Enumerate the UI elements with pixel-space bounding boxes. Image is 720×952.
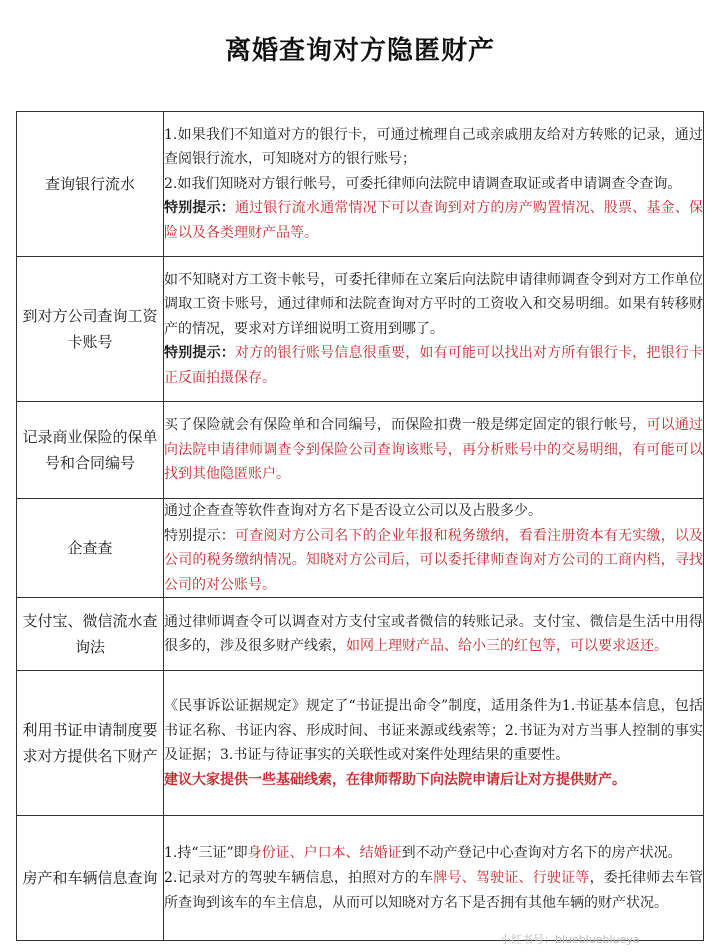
table-row: [17, 598, 704, 671]
content-text: 如不知晓对方工资卡帐号，可委托律师在立案后向法院申请律师调查令到对方工作单位调取工资卡账号，通过律师和法院查询对方平时的工资收入和交易明细。如果有转移财产的情况，要求对方详细说明工资用到哪了。: [164, 271, 703, 337]
content-text: [164, 610, 703, 659]
content-plain: 通过律师调查令可以调查对方支付宝或者微信的转账记录。支付宝、微信是生活中用得很多的，涉及很多财产线索，: [164, 613, 703, 655]
table-row: [17, 671, 704, 816]
row-label: 支付宝、微信流水查询法: [17, 598, 164, 671]
content-plain: 买了保险就会有保险单和合同编号，而保险扣费一般是绑定固定的银行帐号，: [164, 417, 647, 434]
highlight-text: 身份证、户口本、结婚证: [247, 845, 402, 862]
row-content: [164, 598, 704, 671]
highlight-text: 可以通过向法院申请律师调查令到保险公司查询该账号，再分析账号中的交易明细，有可能可以找到其他隐匿账户。: [164, 417, 704, 483]
content-plain: 1.持“三证”即: [164, 845, 248, 862]
row-content: [164, 112, 704, 257]
tip-label: 特别提示：: [164, 345, 235, 362]
row-label: 记录商业保险的保单号和合同编号: [17, 402, 164, 499]
tip-label: 特别提示：: [164, 200, 235, 217]
tip-label: 特别提示：: [164, 527, 235, 544]
row-label: 房产和车辆信息查询: [17, 816, 164, 941]
watermark: 小红书号：blueblueblueya: [500, 933, 640, 946]
table-row: [17, 402, 704, 499]
table-row: [17, 257, 704, 402]
content-text: 1.如果我们不知道对方的银行卡，可通过梳理自己或亲戚朋友给对方转账的记录，通过查阅银行流水，可知晓对方的银行账号；: [164, 126, 703, 168]
row-label: 企查查: [17, 499, 164, 598]
content-text: [164, 413, 703, 487]
content-plain: ，委托律师去车管所查询到该车的车主信息，从而可以知晓对方名下是否拥有其他车辆的财产状况。: [164, 870, 704, 911]
table-row: [17, 816, 704, 941]
content-text: 2.如我们知晓对方银行帐号，可委托律师向法院申请调查取证或者申请调查令查询。: [164, 175, 682, 192]
info-table: [16, 111, 704, 941]
row-content: [164, 402, 704, 499]
highlight-text: 可查阅对方公司名下的企业年报和税务缴纳，看看注册资本有无实缴，以及公司的税务缴纳情况。知晓对方公司后，可以委托律师查询对方公司的工商内档，寻找公司的对公账号。: [164, 527, 704, 593]
table-row: [17, 499, 704, 598]
content-plain: 到不动产登记中心查询对方名下的房产状况。: [401, 845, 682, 862]
row-label: 查询银行流水: [17, 112, 164, 257]
highlight-text: 通过银行流水通常情况下可以查询到对方的房产购置情况、股票、基金、保险以及各类理财产品等。: [164, 200, 704, 241]
page-title: 离婚查询对方隐匿财产: [224, 36, 495, 66]
highlight-text: 对方的银行账号信息很重要，如有可能可以找出对方所有银行卡，把银行卡正反面拍摄保存。: [164, 345, 704, 386]
highlight-text: 建议大家提供一些基础线索，在律师帮助下向法院申请后让对方提供财产。: [164, 771, 626, 788]
highlight-text: 牌号、驾驶证、行驶证等: [433, 870, 590, 887]
table-row: [17, 112, 704, 257]
tip-paragraph: [164, 524, 703, 598]
row-content: [164, 671, 704, 816]
tip-paragraph: [164, 341, 703, 390]
row-label: 到对方公司查询工资卡账号: [17, 257, 164, 402]
content-text: [164, 841, 703, 866]
row-content: [164, 499, 704, 598]
highlight-text: 如网上理财产品、给小三的红包等，可以要求返还。: [346, 638, 668, 655]
tip-paragraph: [164, 196, 703, 245]
row-label: 利用书证申请制度要求对方提供名下财产: [17, 671, 164, 816]
content-text: 《民事诉讼证据规定》规定了“书证提出命令”制度，适用条件为1.书证基本信息，包括书证名称、书证内容、形成时间、书证来源或线索等；2.书证为对方当事人控制的事实及证据；3.书证与待证事实的关联性或对案件处理结果的重要性。: [164, 698, 703, 764]
content-text: [164, 866, 703, 915]
content-plain: 2.记录对方的驾驶车辆信息，拍照对方的车: [164, 870, 434, 887]
content-text: 通过企查查等软件查询对方名下是否设立公司以及占股多少。: [164, 503, 542, 519]
row-content: [164, 816, 704, 941]
row-content: [164, 257, 704, 402]
